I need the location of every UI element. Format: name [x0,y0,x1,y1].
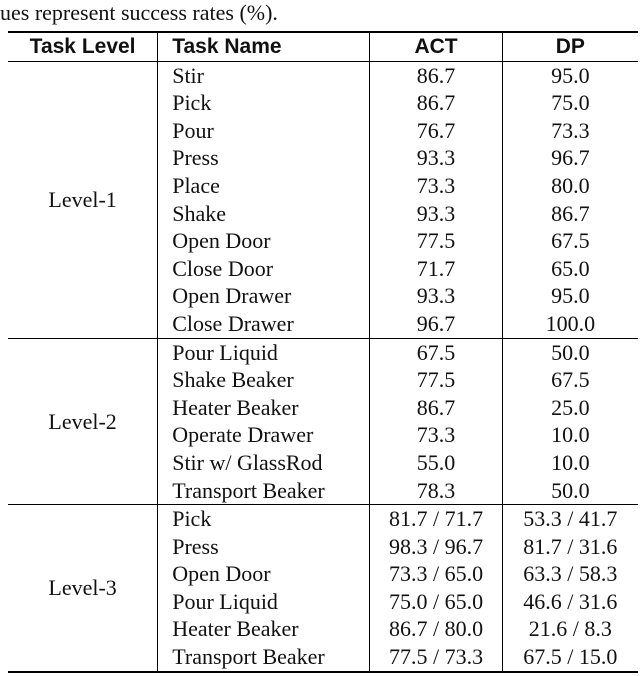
task-name-cell: Open Drawer [158,282,370,310]
dp-score-cell: 65.0 [551,255,590,281]
task-name-cell: Close Drawer [158,310,370,338]
dp-score-cell: 25.0 [551,394,590,420]
act-score-cell: 67.5 [370,338,502,366]
dp-score-cell: 21.6 / 8.3 [528,616,612,642]
table-row [8,61,638,89]
task-name-cell: Transport Beaker [158,643,370,672]
task-name-cell: Heater Beaker [158,394,370,422]
act-score-cell: 77.5 [370,366,502,394]
dp-score-cell: 75.0 [551,90,590,116]
task-level-cell: Level-3 [8,505,158,672]
level-group [8,505,638,672]
act-score-cell: 96.7 [370,310,502,338]
dp-score-cell: 53.3 / 41.7 [523,506,618,532]
task-name-cell: Press [158,144,370,172]
act-score-cell: 73.3 [370,172,502,200]
dp-score-cell: 96.7 [551,145,590,171]
task-name-cell: Pick [158,89,370,117]
task-name-cell: Pour Liquid [158,588,370,616]
table-row [8,505,638,533]
act-score-cell: 78.3 [370,477,502,505]
level-group [8,61,638,338]
task-level-cell: Level-2 [8,338,158,505]
act-score-cell: 86.7 [370,394,502,422]
task-name-cell: Place [158,172,370,200]
dp-score-cell: 95.0 [551,62,590,88]
act-score-cell: 77.5 [370,227,502,255]
task-name-cell: Operate Drawer [158,421,370,449]
level-group [8,338,638,505]
task-name-cell: Heater Beaker [158,615,370,643]
dp-score-cell: 86.7 [551,200,590,226]
task-name-cell: Open Door [158,227,370,255]
dp-score-cell: 95.0 [551,283,590,309]
task-name-cell: Pour Liquid [158,338,370,366]
task-name-cell: Stir w/ GlassRod [158,449,370,477]
task-name-cell: Shake Beaker [158,366,370,394]
act-score-cell: 55.0 [370,449,502,477]
dp-score-cell: 10.0 [551,422,590,448]
act-score-cell: 76.7 [370,117,502,145]
table-caption: ues represent success rates (%). [0,0,278,25]
dp-score-cell: 67.5 [551,367,590,393]
dp-score-cell: 73.3 [551,117,590,143]
task-name-cell: Transport Beaker [158,477,370,505]
act-score-cell: 93.3 [370,144,502,172]
task-name-cell: Open Door [158,560,370,588]
task-level-cell: Level-1 [8,61,158,338]
task-name-cell: Shake [158,200,370,228]
dp-score-cell: 67.5 [551,228,590,254]
act-score-cell: 73.3 / 65.0 [370,560,502,588]
dp-score-cell: 81.7 / 31.6 [523,533,618,559]
dp-score-cell: 46.6 / 31.6 [523,588,618,614]
task-name-cell: Stir [158,61,370,89]
act-score-cell: 93.3 [370,282,502,310]
act-score-cell: 77.5 / 73.3 [370,643,502,672]
table-header [8,32,638,61]
act-score-cell: 73.3 [370,421,502,449]
task-name-cell: Pour [158,117,370,145]
act-score-cell: 75.0 / 65.0 [370,588,502,616]
dp-score-cell: 50.0 [551,477,590,503]
table-row [8,338,638,366]
task-name-cell: Pick [158,505,370,533]
header-task-name: Task Name [158,32,370,61]
act-score-cell: 81.7 / 71.7 [370,505,502,533]
act-score-cell: 86.7 [370,89,502,117]
results-table [8,31,638,673]
act-score-cell: 71.7 [370,255,502,283]
act-score-cell: 93.3 [370,200,502,228]
dp-score-cell: 80.0 [551,172,590,198]
act-score-cell: 86.7 [370,61,502,89]
header-task-level: Task Level [8,32,158,61]
task-name-cell: Press [158,533,370,561]
dp-score-cell: 100.0 [545,310,596,336]
act-score-cell: 86.7 / 80.0 [370,615,502,643]
dp-score-cell: 50.0 [551,339,590,365]
dp-score-cell: 67.5 / 15.0 [523,644,618,670]
dp-score-cell: 10.0 [551,449,590,475]
dp-score-cell: 63.3 / 58.3 [523,561,618,587]
header-act: ACT [370,32,502,61]
header-dp: DP [502,32,638,61]
act-score-cell: 98.3 / 96.7 [370,533,502,561]
header-row [8,32,638,61]
task-name-cell: Close Door [158,255,370,283]
